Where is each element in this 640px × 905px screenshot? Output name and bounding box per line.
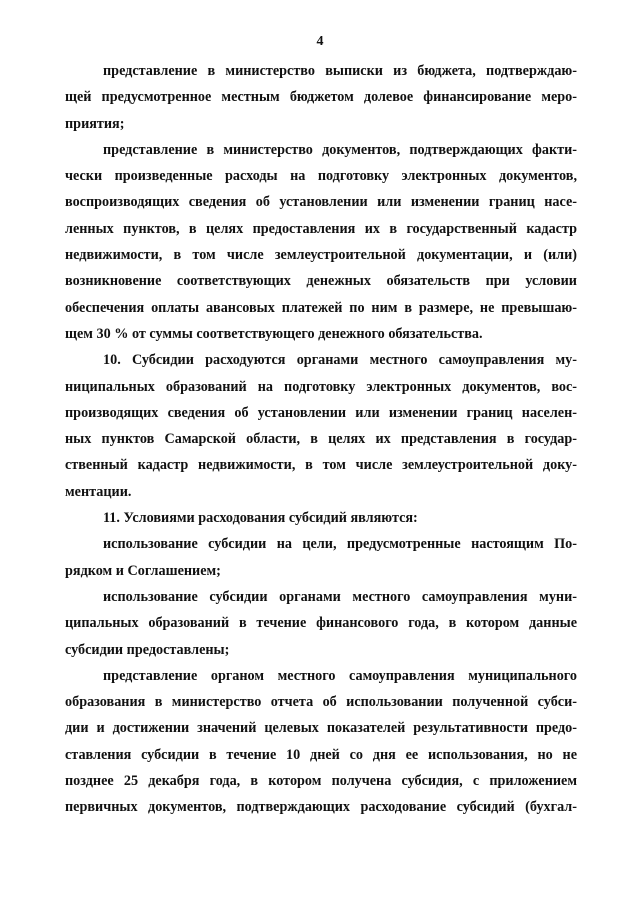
text-line: дии и достижении значений целевых показателей результативности предо- xyxy=(65,720,577,737)
text-line: ментации. xyxy=(65,483,132,500)
text-line: обеспечения оплаты авансовых платежей по ним в размере, не превышаю- xyxy=(65,299,577,316)
paragraph xyxy=(65,137,577,347)
text-line: использование субсидии органами местного самоуправления муни- xyxy=(103,588,577,605)
paragraph xyxy=(65,505,577,531)
text-line: ленных пунктов, в целях предоставления их в государственный кадастр xyxy=(65,220,577,237)
text-line: позднее 25 декабря года, в котором получена субсидия, с приложением xyxy=(65,773,577,790)
paragraph xyxy=(65,663,577,821)
text-line: воспроизводящих сведения об установлении или изменении границ насе- xyxy=(65,194,577,211)
text-line: представление в министерство документов, подтверждающих факти- xyxy=(103,141,577,158)
text-line: щем 30 % от суммы соответствующего денежного обязательства. xyxy=(65,325,483,342)
text-line: возникновение соответствующих денежных обязательств при условии xyxy=(65,273,577,290)
text-line: рядком и Соглашением; xyxy=(65,562,221,579)
text-line: использование субсидии на цели, предусмотренные настоящим По- xyxy=(103,536,577,553)
text-line: образования в министерство отчета об использовании полученной субси- xyxy=(65,694,577,711)
text-line: ственный кадастр недвижимости, в том числе землеустроительной доку- xyxy=(65,457,577,474)
page-number: 4 xyxy=(316,34,324,49)
text-line: субсидии предоставлены; xyxy=(65,641,230,658)
text-line: ставления субсидии в течение 10 дней со дня ее использования, но не xyxy=(65,746,577,763)
text-line: представление органом местного самоуправления муниципального xyxy=(103,667,577,684)
text-line: первичных документов, подтверждающих расходование субсидий (бухгал- xyxy=(65,799,577,816)
paragraph xyxy=(65,58,577,137)
text-line: приятия; xyxy=(65,115,125,132)
text-line: 10. Субсидии расходуются органами местного самоуправления му- xyxy=(103,352,577,369)
paragraph xyxy=(65,347,577,505)
paragraph xyxy=(65,584,577,663)
document-body xyxy=(65,58,577,821)
text-line: производящих сведения об установлении или изменении границ населен- xyxy=(65,404,577,421)
text-line: ниципальных образований на подготовку электронных документов, вос- xyxy=(65,378,577,395)
text-line: ных пунктов Самарской области, в целях их представления в государ- xyxy=(65,431,577,448)
text-line: недвижимости, в том числе землеустроительной документации, и (или) xyxy=(65,247,577,264)
text-line: щей предусмотренное местным бюджетом долевое финансирование меро- xyxy=(65,89,577,106)
text-line: 11. Условиями расходования субсидий являются: xyxy=(103,510,418,527)
text-line: представление в министерство выписки из бюджета, подтверждаю- xyxy=(103,63,577,79)
text-line: чески произведенные расходы на подготовку электронных документов, xyxy=(65,168,577,185)
text-line: ципальных образований в течение финансового года, в котором данные xyxy=(65,615,577,632)
paragraph xyxy=(65,531,577,584)
